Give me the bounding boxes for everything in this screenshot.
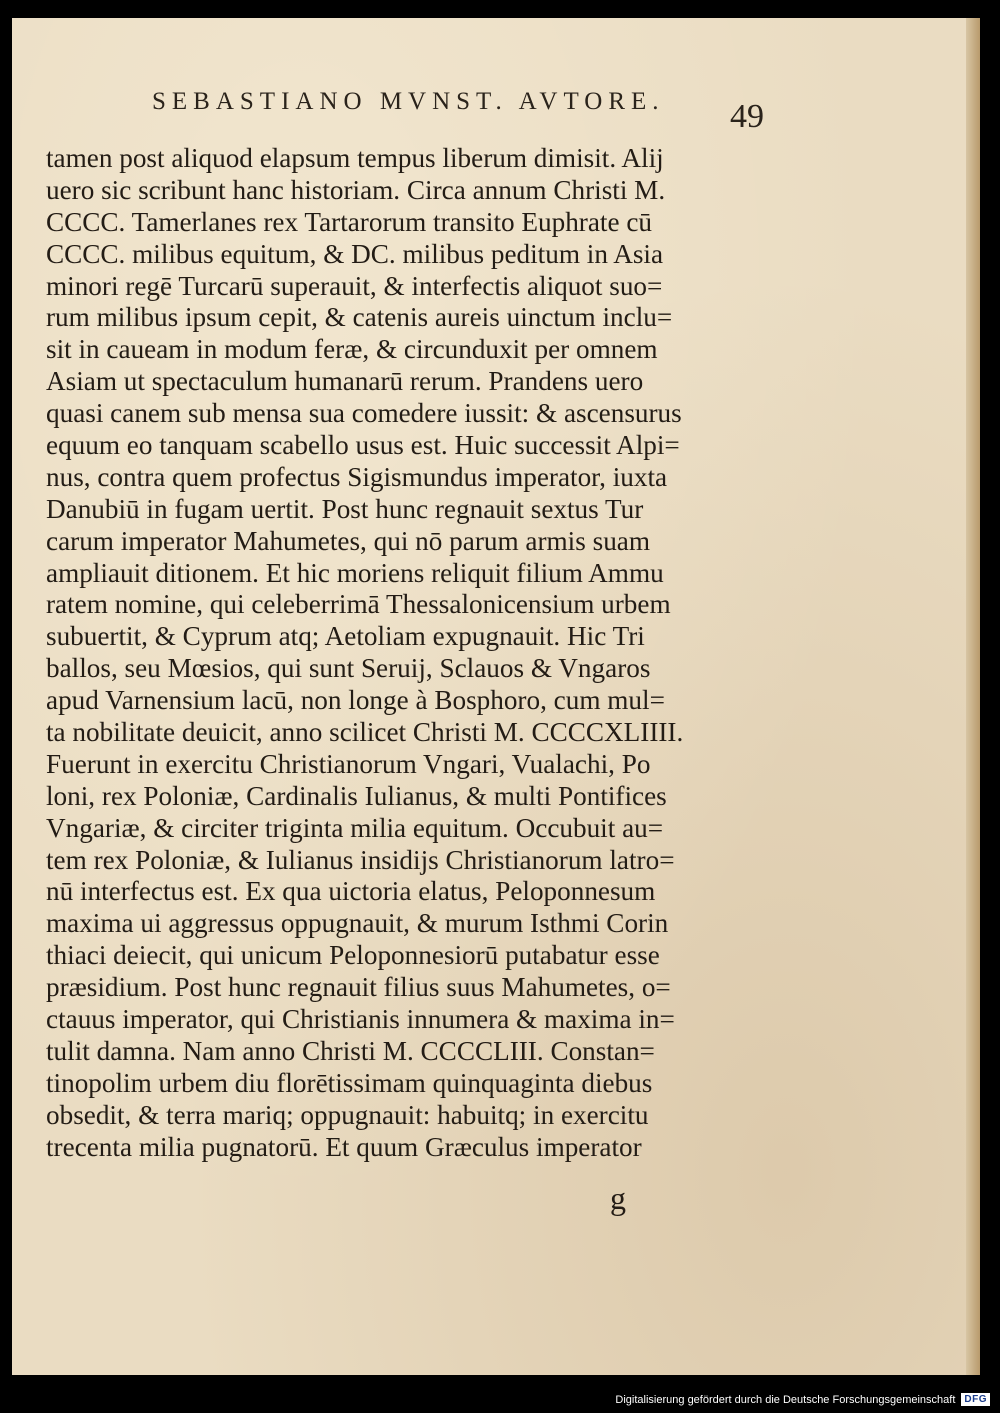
book-page	[12, 18, 980, 1375]
text-line: Fuerunt in exercitu Christianorum Vngari, Vualachi, Po	[46, 748, 651, 779]
text-line: nū interfectus est. Ex qua uictoria elatus, Peloponnesum	[46, 876, 656, 907]
text-line: obsedit, & terra mariq; oppugnauit: habuitq; in exercitu	[46, 1099, 649, 1130]
text-line: thiaci deiecit, qui unicum Peloponnesiorū putabatur esse	[46, 940, 660, 971]
text-line: nus, contra quem profectus Sigismundus imperator, iuxta	[46, 461, 668, 492]
text-line: trecenta milia pugnatorū. Et quum Græculus imperator	[46, 1131, 642, 1162]
text-line: subuertit, & Cyprum atq; Aetoliam expugnauit. Hic Tri	[46, 621, 645, 652]
text-line: ctauus imperator, qui Christianis innumera & maxima in=	[46, 1004, 675, 1035]
text-line: uero sic scribunt hanc historiam. Circa annum Christi M.	[46, 174, 666, 205]
text-line: Vngariæ, & circiter triginta milia equitum. Occubuit au=	[46, 812, 664, 843]
body-text	[46, 143, 781, 1164]
text-line: CCCC. milibus equitum, & DC. milibus peditum in Asia	[46, 238, 664, 269]
text-line: tamen post aliquod elapsum tempus liberum dimisit. Alij	[46, 143, 664, 173]
text-line: tulit damna. Nam anno Christi M. CCCCLIII. Constan=	[46, 1035, 655, 1066]
footer	[615, 1393, 990, 1406]
text-line: ta nobilitate deuicit, anno scilicet Christi M. CCCCXLIIII.	[46, 717, 684, 748]
text-line: quasi canem sub mensa sua comedere iussit: & ascensurus	[46, 398, 682, 429]
page-edge	[966, 18, 980, 1375]
text-line: præsidium. Post hunc regnauit filius suus Mahumetes, o=	[46, 972, 671, 1003]
text-line: sit in caueam in modum feræ, & circunduxit per omnem	[46, 334, 658, 365]
text-line: CCCC. Tamerlanes rex Tartarorum transito Euphrate cū	[46, 206, 652, 237]
text-line: equum eo tanquam scabello usus est. Huic successit Alpi=	[46, 430, 680, 461]
text-line: ballos, seu Mœsios, qui sunt Seruij, Sclauos & Vngaros	[46, 653, 651, 684]
text-line: loni, rex Poloniæ, Cardinalis Iulianus, & multi Pontifices	[46, 780, 667, 811]
dfg-logo: DFG	[961, 1393, 990, 1406]
text-line: ampliauit ditionem. Et hic moriens reliquit filium Ammu	[46, 557, 664, 588]
text-line: Danubiū in fugam uertit. Post hunc regnauit sextus Tur	[46, 493, 644, 524]
text-line: tem rex Poloniæ, & Iulianus insidijs Christianorum latro=	[46, 844, 675, 875]
footer-credit: Digitalisierung gefördert durch die Deutsche Forschungsgemeinschaft	[615, 1393, 956, 1406]
text-line: minori regē Turcarū superauit, & interfectis aliquot suo=	[46, 270, 663, 301]
text-line: ratem nomine, qui celeberrimā Thessalonicensium urbem	[46, 589, 671, 620]
text-line: rum milibus ipsum cepit, & catenis aureis uinctum inclu=	[46, 302, 673, 333]
signature-mark: g	[610, 1180, 626, 1216]
text-line: Asiam ut spectaculum humanarū rerum. Prandens uero	[46, 366, 644, 397]
running-head: SEBASTIANO MVNST. AVTORE.	[152, 88, 665, 115]
text-line: apud Varnensium lacū, non longe à Bosphoro, cum mul=	[46, 685, 665, 716]
text-line: maxima ui aggressus oppugnauit, & murum Isthmi Corin	[46, 908, 669, 939]
text-line: tinopolim urbem diu florētissimam quinquaginta diebus	[46, 1067, 653, 1098]
page-number: 49	[730, 98, 764, 135]
text-line: carum imperator Mahumetes, qui nō parum armis suam	[46, 525, 651, 556]
